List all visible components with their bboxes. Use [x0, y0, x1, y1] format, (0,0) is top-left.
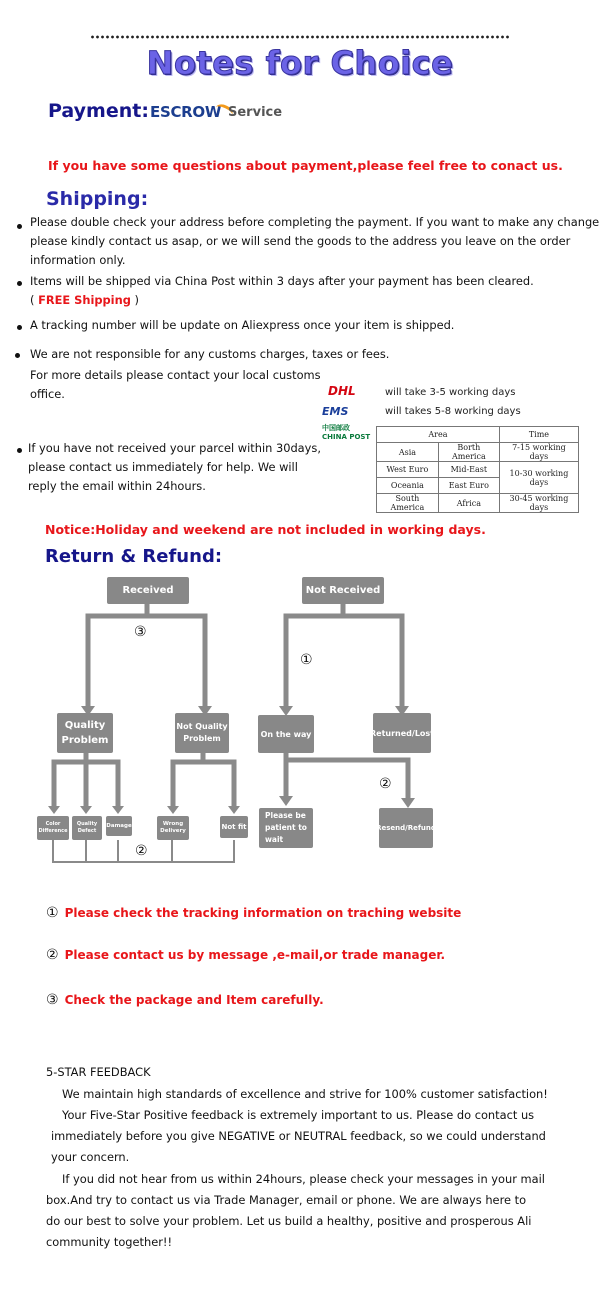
shipping-b4-line1: We are not responsible for any customs charges, taxes or fees.: [30, 347, 390, 361]
china-post-logo: 中国邮政 CHINA POST: [322, 424, 371, 441]
quality-problem-box: Quality Problem: [57, 713, 113, 753]
feedback-line-7: do our best to solve your problem. Let us build a healthy, positive and prosperous Ali: [46, 1214, 532, 1228]
table-cell: 10-30 working days: [499, 462, 578, 494]
bullet-icon: [17, 281, 22, 286]
step-1: [46, 905, 461, 921]
feedback-line-8: community together!!: [46, 1235, 173, 1249]
page-title: Notes for Choice: [146, 44, 454, 82]
feedback-line-4: your concern.: [51, 1150, 130, 1164]
free-shipping-line: [30, 291, 534, 310]
step-3-number: ③: [46, 992, 59, 1008]
shipping-b1-line2: please kindly contact us asap, or we will send the goods to the address you leave on the order: [30, 234, 571, 248]
on-the-way-box: On the way: [258, 715, 314, 753]
table-cell: Asia: [377, 443, 439, 462]
step-3: [46, 992, 324, 1008]
resend-refund-box: Resend/Refund: [379, 808, 433, 848]
free-shipping-label: FREE Shipping: [38, 293, 131, 307]
step-2: [46, 947, 445, 963]
damage-box: Damage: [106, 816, 132, 836]
wrong-delivery-box: Wrong Delivery: [157, 816, 189, 840]
step-3-text: Check the package and Item carefully.: [64, 993, 324, 1007]
paren-close: ): [130, 293, 139, 307]
not-received-box: Not Received: [302, 577, 384, 604]
ems-logo: EMS: [322, 405, 349, 418]
feedback-line-6: box.And try to contact us via Trade Manager, email or phone. We are always here to: [46, 1193, 527, 1207]
feedback-heading: 5-STAR FEEDBACK: [46, 1065, 151, 1079]
table-cell: Borth America: [438, 443, 499, 462]
not-fit-box: Not fit: [220, 816, 248, 838]
table-cell: Africa: [438, 494, 499, 513]
shipping-bullet-3: A tracking number will be update on Aliexpress once your item is shipped.: [30, 318, 455, 332]
shipping-b1-line1: Please double check your address before completing the payment. If you want to make any change: [30, 215, 600, 229]
table-cell: West Euro: [377, 462, 439, 478]
paren-open: (: [30, 293, 39, 307]
step-1-number: ①: [46, 905, 59, 921]
shipping-b5-line1: If you have not received your parcel within 30days,: [28, 441, 321, 455]
bullet-icon: [17, 224, 22, 229]
dhl-logo: DHL: [328, 384, 356, 398]
table-cell: 7-15 working days: [499, 443, 578, 462]
step-2-number: ②: [46, 947, 59, 963]
table-cell: 30-45 working days: [499, 494, 578, 513]
circle-3-marker: ③: [134, 624, 147, 640]
bullet-icon: [17, 448, 22, 453]
feedback-line-5: If you did not hear from us within 24hours, please check your messages in your mail: [62, 1172, 545, 1186]
table-cell: Oceania: [377, 478, 439, 494]
returned-lost-box: Returned/Lost: [373, 713, 431, 753]
shipping-b4-line2: For more details please contact your local customs: [30, 368, 321, 382]
shipping-bullet-5: [28, 439, 321, 496]
shipping-heading: Shipping:: [46, 188, 149, 210]
shipping-b4-line3: office.: [30, 387, 65, 401]
feedback-line-1: We maintain high standards of excellence and strive for 100% customer satisfaction!: [62, 1087, 548, 1101]
table-cell: South America: [377, 494, 439, 513]
payment-heading: Payment:: [48, 100, 149, 122]
shipping-time-table: [376, 426, 579, 513]
circle-1-marker: ①: [300, 652, 313, 668]
escrow-service-label: Service: [228, 105, 283, 120]
refund-heading: Return & Refund:: [45, 546, 223, 567]
circle-2-marker: ②: [379, 776, 392, 792]
shipping-bullet-1: [30, 213, 599, 270]
dotted-divider: [90, 34, 510, 40]
color-difference-box: Color Difference: [37, 816, 69, 840]
shipping-bullet-2: [30, 272, 534, 310]
payment-note: If you have some questions about payment,please feel free to conact us.: [48, 158, 563, 173]
step-1-text: Please check the tracking information on traching website: [64, 906, 462, 920]
shipping-b5-line3: reply the email within 24hours.: [28, 479, 206, 493]
table-header-time: Time: [499, 427, 578, 443]
quality-defect-box: Quality Defect: [72, 816, 102, 840]
escrow-logo-text: ESCROW: [150, 103, 222, 121]
feedback-line-2: Your Five-Star Positive feedback is extremely important to us. Please do contact us: [62, 1108, 535, 1122]
shipping-b5-line2: please contact us immediately for help. We will: [28, 460, 298, 474]
feedback-line-3: immediately before you give NEGATIVE or NEUTRAL feedback, so we could understand: [51, 1129, 546, 1143]
escrow-logo: [150, 103, 235, 121]
ems-note: will takes 5-8 working days: [385, 406, 521, 417]
step-2-text: Please contact us by message ,e-mail,or trade manager.: [64, 948, 446, 962]
received-box: Received: [107, 577, 189, 604]
be-patient-box: Please be patient to wait: [259, 808, 313, 848]
dhl-note: will take 3-5 working days: [385, 387, 516, 398]
table-cell: East Euro: [438, 478, 499, 494]
bullet-icon: [17, 325, 22, 330]
not-quality-problem-box: Not Quality Problem: [175, 713, 229, 753]
table-header-area: Area: [377, 427, 500, 443]
circle-2-marker-bottom: ②: [135, 843, 148, 859]
shipping-b2-line1: Items will be shipped via China Post within 3 days after your payment has been cleared.: [30, 274, 534, 288]
shipping-b1-line3: information only.: [30, 253, 126, 267]
holiday-notice: Notice:Holiday and weekend are not included in working days.: [45, 522, 486, 537]
table-cell: Mid-East: [438, 462, 499, 478]
bullet-icon: [15, 353, 20, 358]
